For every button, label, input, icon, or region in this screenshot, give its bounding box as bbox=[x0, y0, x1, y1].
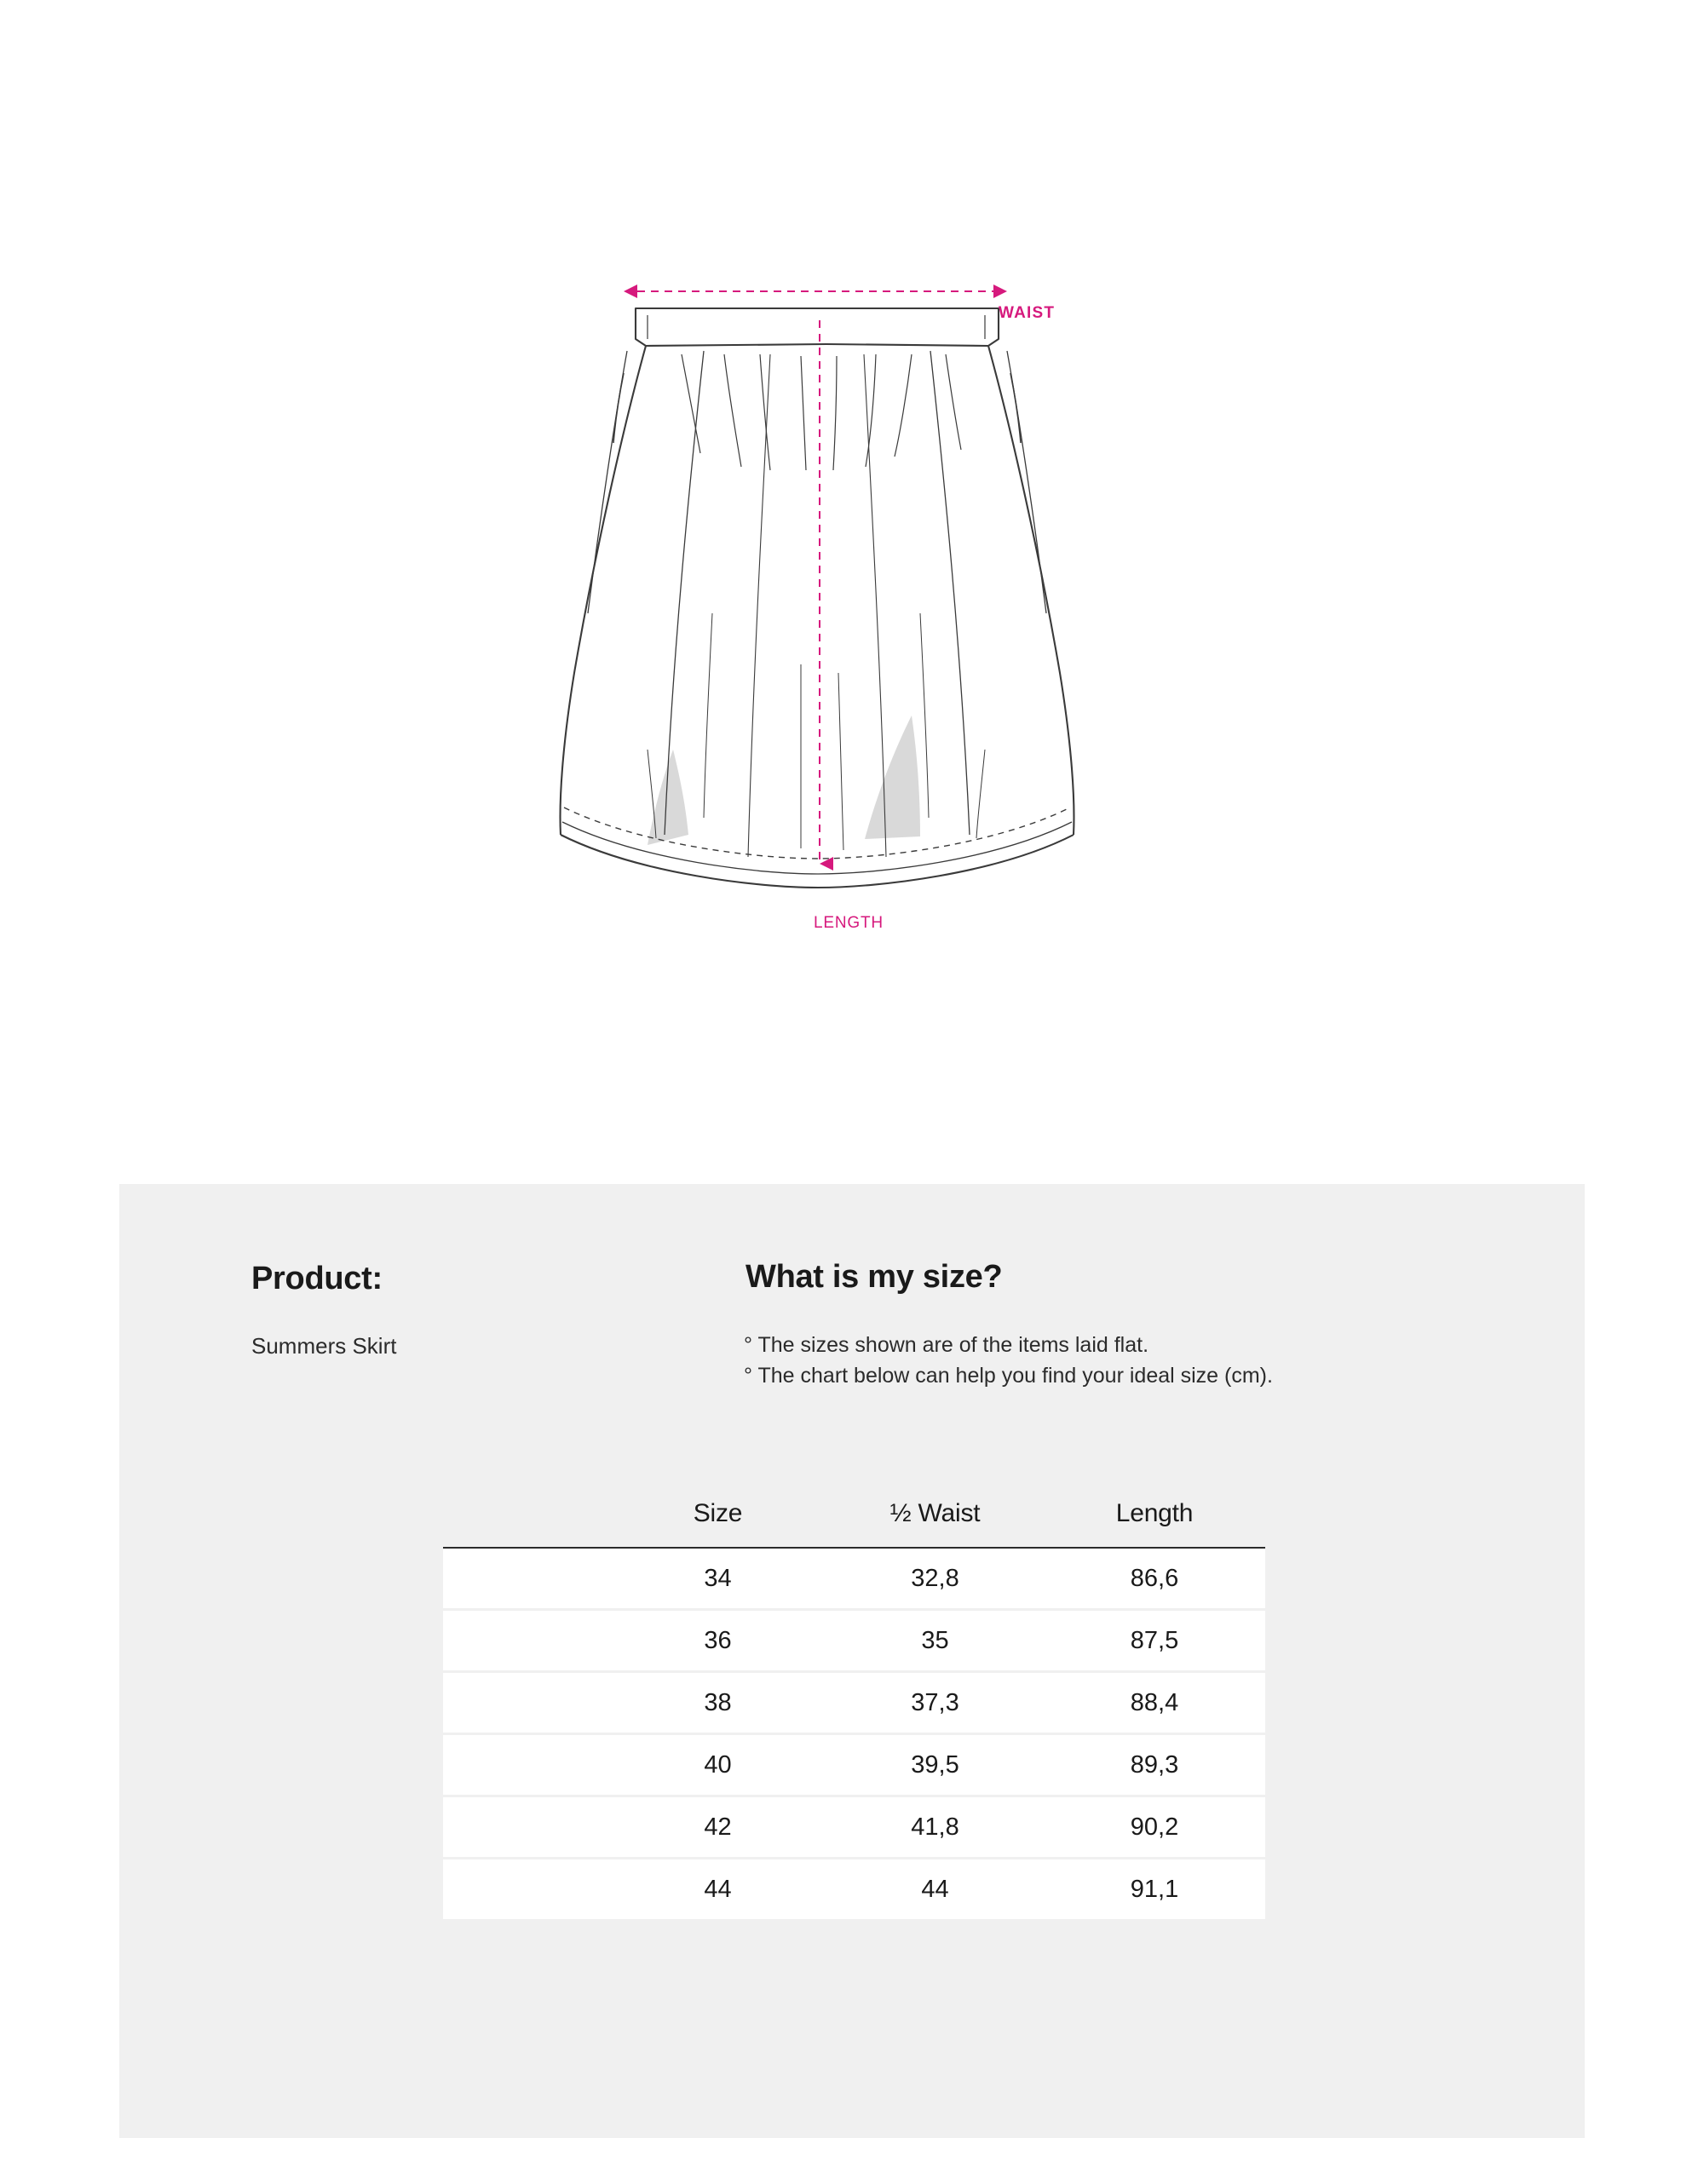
row-spacer bbox=[443, 1672, 609, 1734]
row-spacer bbox=[443, 1734, 609, 1796]
cell-half-waist: 39,5 bbox=[826, 1734, 1044, 1796]
table-row bbox=[443, 1859, 1265, 1921]
size-chart-table bbox=[443, 1499, 1265, 1922]
product-heading: Product: bbox=[251, 1261, 383, 1296]
fabric-shading bbox=[648, 716, 920, 845]
row-spacer bbox=[443, 1548, 609, 1610]
row-spacer bbox=[443, 1859, 609, 1921]
cell-size: 34 bbox=[609, 1548, 826, 1610]
cell-size: 40 bbox=[609, 1734, 826, 1796]
table-header-size: Size bbox=[693, 1499, 743, 1527]
cell-length: 86,6 bbox=[1044, 1548, 1265, 1610]
table-header-blank bbox=[443, 1499, 609, 1548]
cell-size: 38 bbox=[609, 1672, 826, 1734]
table-row bbox=[443, 1796, 1265, 1859]
cell-half-waist: 37,3 bbox=[826, 1672, 1044, 1734]
skirt-outline bbox=[561, 308, 1074, 888]
size-notes bbox=[744, 1331, 1273, 1391]
row-spacer bbox=[443, 1610, 609, 1672]
row-spacer bbox=[443, 1796, 609, 1859]
measurement-guides bbox=[637, 291, 997, 864]
skirt-technical-drawing bbox=[545, 273, 1159, 937]
table-row bbox=[443, 1672, 1265, 1734]
size-note-1: ° The sizes shown are of the items laid flat. bbox=[744, 1333, 1149, 1357]
size-info-panel bbox=[119, 1184, 1585, 2138]
cell-length: 89,3 bbox=[1044, 1734, 1265, 1796]
table-header-length: Length bbox=[1115, 1499, 1194, 1527]
cell-half-waist: 41,8 bbox=[826, 1796, 1044, 1859]
size-note-2: ° The chart below can help you find your ideal size (cm). bbox=[744, 1363, 1273, 1388]
cell-size: 44 bbox=[609, 1859, 826, 1921]
length-measure-label: LENGTH bbox=[814, 914, 884, 932]
product-name: Summers Skirt bbox=[251, 1333, 397, 1359]
cell-length: 90,2 bbox=[1044, 1796, 1265, 1859]
table-header-row bbox=[443, 1499, 1265, 1548]
cell-size: 42 bbox=[609, 1796, 826, 1859]
table-header-half-waist: ½ Waist bbox=[889, 1499, 981, 1527]
cell-length: 91,1 bbox=[1044, 1859, 1265, 1921]
table-row bbox=[443, 1548, 1265, 1610]
cell-length: 87,5 bbox=[1044, 1610, 1265, 1672]
cell-length: 88,4 bbox=[1044, 1672, 1265, 1734]
size-table-wrapper bbox=[443, 1499, 1295, 1922]
table-row bbox=[443, 1610, 1265, 1672]
cell-half-waist: 44 bbox=[826, 1859, 1044, 1921]
cell-size: 36 bbox=[609, 1610, 826, 1672]
cell-half-waist: 32,8 bbox=[826, 1548, 1044, 1610]
waist-measure-label: WAIST bbox=[999, 304, 1056, 322]
table-row bbox=[443, 1734, 1265, 1796]
cell-half-waist: 35 bbox=[826, 1610, 1044, 1672]
size-question-heading: What is my size? bbox=[746, 1259, 1003, 1295]
